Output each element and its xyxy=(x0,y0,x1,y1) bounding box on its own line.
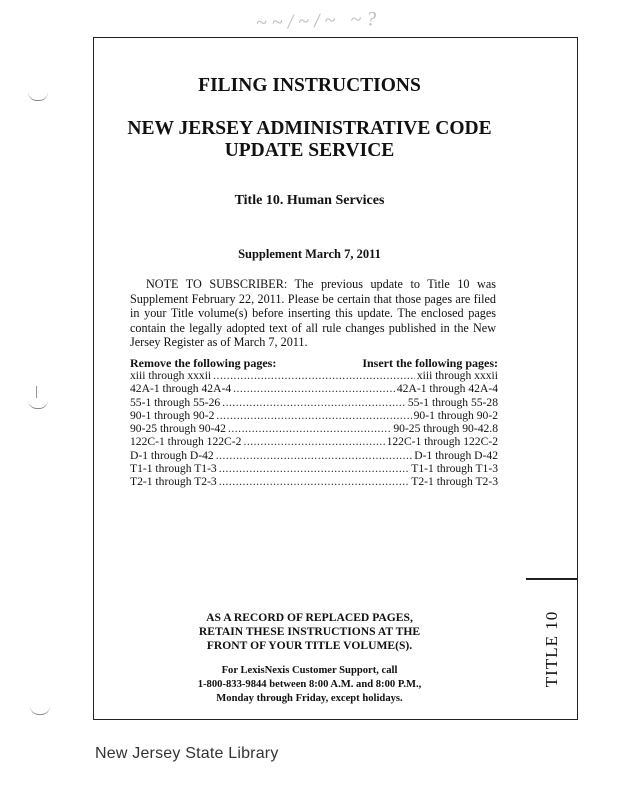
subtitle-line-1: NEW JERSEY ADMINISTRATIVE CODE xyxy=(127,118,492,139)
insert-range: D-1 through D-42 xyxy=(414,448,498,462)
remove-range: 90-1 through 90-2 xyxy=(130,408,215,422)
insert-range: xiii through xxxii xyxy=(416,369,498,382)
insert-range: 90-25 through 90-42.8 xyxy=(393,422,498,436)
side-tab xyxy=(526,578,578,720)
leader-dots xyxy=(216,449,413,462)
table-row xyxy=(130,369,498,382)
remove-range: T2-1 through T2-3 xyxy=(130,475,217,489)
scan-mark xyxy=(36,386,37,398)
table-row xyxy=(130,435,498,448)
leader-dots xyxy=(213,369,415,382)
table-row xyxy=(130,409,498,422)
insert-range: 90-1 through 90-2 xyxy=(413,408,498,422)
table-row xyxy=(130,449,498,462)
table-row xyxy=(130,475,498,488)
remove-range: 42A-1 through 42A-4 xyxy=(130,382,232,396)
support-line-2: 1-800-833-9844 between 8:00 A.M. and 8:00 P.M., xyxy=(197,679,422,690)
note-to-subscriber: NOTE TO SUBSCRIBER: The previous update to Title 10 was Supplement February 22, 2011. Please be certain that those pages are filed in your Title volume(s) before inserting this update. The enclosed pages contain the legally adopted text of all rule changes published in the New Jersey Register as of March 7, 2011. xyxy=(130,277,496,350)
leader-dots xyxy=(216,409,411,422)
scan-mark xyxy=(30,706,50,715)
remove-range: D-1 through D-42 xyxy=(130,448,214,462)
remove-range: T1-1 through T1-3 xyxy=(130,462,217,476)
table-row xyxy=(130,422,498,435)
record-instruction-line-3: FRONT OF YOUR TITLE VOLUME(S). xyxy=(206,639,413,652)
supplement-date: Supplement March 7, 2011 xyxy=(238,247,381,261)
insert-range: T2-1 through T2-3 xyxy=(411,475,498,489)
support-line-3: Monday through Friday, except holidays. xyxy=(216,693,403,704)
title-volume: Title 10. Human Services xyxy=(234,193,385,208)
insert-range: 42A-1 through 42A-4 xyxy=(396,382,498,396)
support-line-1: For LexisNexis Customer Support, call xyxy=(221,665,398,676)
leader-dots xyxy=(219,475,410,488)
insert-range: 55-1 through 55-28 xyxy=(407,395,498,409)
table-row xyxy=(130,462,498,475)
subtitle-line-2: UPDATE SERVICE xyxy=(224,140,395,161)
scan-mark xyxy=(28,400,48,409)
leader-dots xyxy=(233,382,395,395)
library-footer: New Jersey State Library xyxy=(95,745,279,762)
remove-range: 55-1 through 55-26 xyxy=(130,395,221,409)
record-instruction-line-2: RETAIN THESE INSTRUCTIONS AT THE xyxy=(198,625,421,638)
insert-range: T1-1 through T1-3 xyxy=(411,462,498,476)
leader-dots xyxy=(228,422,391,435)
remove-range: 122C-1 through 122C-2 xyxy=(130,435,242,449)
handwritten-stamp: ~~/~/~ ~? xyxy=(255,7,382,35)
remove-range: xiii through xxxii xyxy=(130,369,212,382)
side-tab-label: TITLE 10 xyxy=(542,610,562,688)
page-title: FILING INSTRUCTIONS xyxy=(198,75,421,96)
remove-pages-header: Remove the following pages: xyxy=(130,356,277,370)
leader-dots xyxy=(222,396,406,409)
pages-table xyxy=(130,369,498,489)
insert-pages-header: Insert the following pages: xyxy=(362,356,498,370)
leader-dots xyxy=(243,435,384,448)
leader-dots xyxy=(219,462,410,475)
table-row xyxy=(130,396,498,409)
table-row xyxy=(130,382,498,395)
remove-range: 90-25 through 90-42 xyxy=(130,422,226,436)
scan-mark xyxy=(28,92,48,101)
insert-range: 122C-1 through 122C-2 xyxy=(386,435,498,449)
record-instruction-line-1: AS A RECORD OF REPLACED PAGES, xyxy=(206,611,413,624)
